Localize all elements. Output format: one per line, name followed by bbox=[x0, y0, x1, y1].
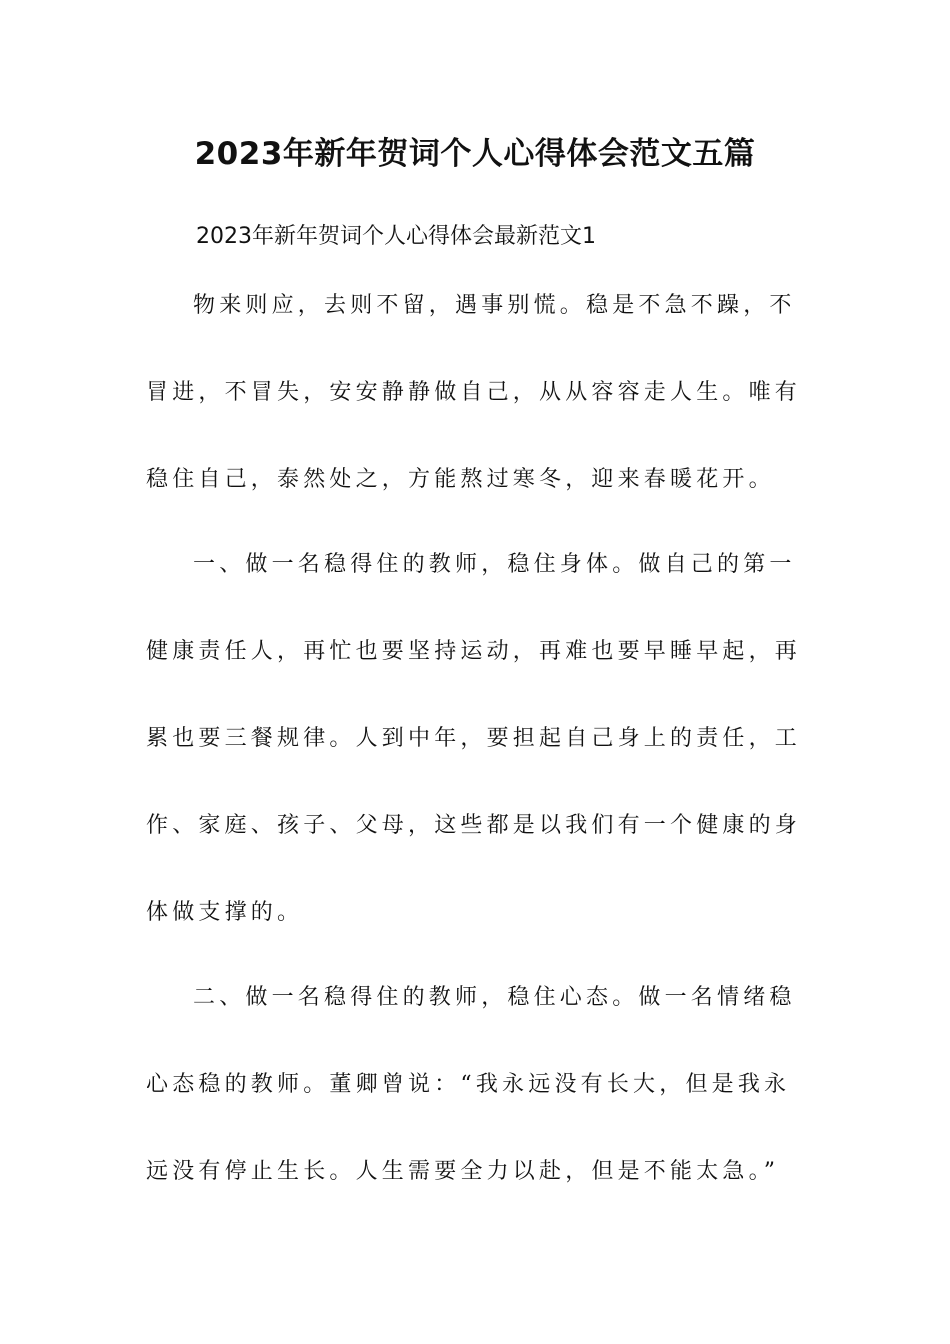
paragraph-line: 心态稳的教师。董卿曾说：“我永远没有长大，但是我永 bbox=[146, 1072, 791, 1097]
document-title: 2023年新年贺词个人心得体会范文五篇 bbox=[194, 136, 756, 172]
paragraph-line: 二、做一名稳得住的教师，稳住心态。做一名情绪稳 bbox=[193, 985, 796, 1010]
paragraph-line: 物来则应，去则不留，遇事别慌。稳是不急不躁，不 bbox=[193, 293, 796, 318]
paragraph-1 bbox=[146, 262, 806, 523]
paragraph-line: 稳住自己，泰然处之，方能熬过寒冬，迎来春暖花开。 bbox=[146, 467, 775, 492]
paragraph-3 bbox=[146, 954, 806, 1215]
paragraph-line: 一、做一名稳得住的教师，稳住身体。做自己的第一 bbox=[193, 552, 796, 577]
section-heading: 2023年新年贺词个人心得体会最新范文1 bbox=[196, 224, 596, 249]
paragraph-line: 作、家庭、孩子、父母，这些都是以我们有一个健康的身 bbox=[146, 813, 802, 838]
paragraph-line: 冒进，不冒失，安安静静做自己，从从容容走人生。唯有 bbox=[146, 380, 802, 405]
paragraph-line: 体做支撑的。 bbox=[146, 900, 304, 925]
paragraph-2 bbox=[146, 521, 806, 956]
paragraph-line: 健康责任人，再忙也要坚持运动，再难也要早睡早起，再 bbox=[146, 639, 802, 664]
paragraph-line: 累也要三餐规律。人到中年，要担起自己身上的责任，工 bbox=[146, 726, 802, 751]
paragraph-line: 远没有停止生长。人生需要全力以赴，但是不能太急。” bbox=[146, 1159, 780, 1184]
